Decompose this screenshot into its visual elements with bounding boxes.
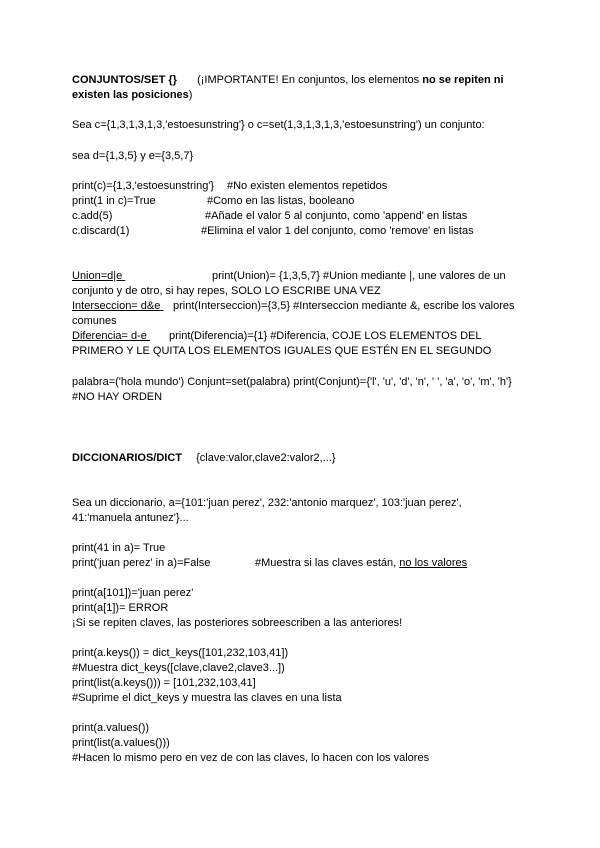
set-op-line xyxy=(72,224,129,239)
dict-keys-1: print(a.keys()) = dict_keys([101,232,103,41]) xyxy=(72,647,289,659)
dict-repeat-note: ¡Si se repiten claves, las posteriores sobreescriben a las anteriores! xyxy=(72,617,403,629)
dict-intro-1: Sea un diccionario, a={101:'juan perez', 232:'antonio marquez', 103:'juan perez', xyxy=(72,497,462,509)
sets-intro-bold-a: no se repiten ni xyxy=(422,74,504,86)
set-op-comment: #Añade el valor 5 al conjunto, como 'append' en listas xyxy=(205,210,468,222)
union-text: print(Union)= {1,3,5,7} #Union mediante |, une valores de un conjunto y de otro, si hay repes, SOLO LO ESCRIBE UNA VEZ xyxy=(72,270,506,297)
sets-intro-bold-b: existen las posiciones xyxy=(72,89,189,101)
dict-in-value-code: print('juan perez' in a)=False xyxy=(72,557,211,569)
dict-keys-4: #Suprime el dict_keys y muestra las claves en una lista xyxy=(72,692,342,704)
dicts-heading xyxy=(72,451,336,466)
dict-get-101: print(a[101])='juan perez' xyxy=(72,587,194,599)
set-op-comment: #Como en las listas, booleano xyxy=(207,195,355,207)
difference-text: print(Diferencia)={1} #Diferencia, COJE LOS ELEMENTOS DEL PRIMERO Y LE QUITA LOS ELEMENTOS IGUALES QUE ESTÉN EN EL SEGUNDO xyxy=(72,330,492,357)
intersection-label: Interseccion= d&e xyxy=(72,300,161,312)
dict-keys-2: #Muestra dict_keys([clave,clave2,clave3...]) xyxy=(72,662,285,674)
set-op-code: print(c)={1,3,'estoesunstring'} xyxy=(72,180,215,192)
sets-heading-line xyxy=(72,73,504,88)
set-op-line xyxy=(72,194,156,209)
set-op-code: c.discard(1) xyxy=(72,225,130,237)
no-order-note: #NO HAY ORDEN xyxy=(72,391,163,403)
sets-definition: Sea c={1,3,1,3,1,3,'estoesunstring'} o c=set(1,3,1,3,1,3,'estoesunstring') un conjunto: xyxy=(72,119,485,131)
set-op-comment: #No existen elementos repetidos xyxy=(227,180,388,192)
dict-intro-2: 41:'manuela antunez'}... xyxy=(72,512,189,524)
dict-in-key: print(41 in a)= True xyxy=(72,542,166,554)
sets-intro-close: ) xyxy=(188,89,193,101)
intersection-text: print(Interseccion)={3,5} #Interseccion mediante &, escribe los valores comunes xyxy=(72,300,515,327)
palabra-line: palabra=('hola mundo') Conjunt=set(palabra) print(Conjunt)={'l', 'u', 'd', 'n', ' ', 'a', 'o', 'm', 'h'} xyxy=(72,376,512,388)
sets-intro-text: (¡IMPORTANTE! En conjuntos, los elementos xyxy=(197,74,423,86)
dict-values-2: print(list(a.values())) xyxy=(72,737,170,749)
dict-keys-3: print(list(a.keys())) = [101,232,103,41] xyxy=(72,677,256,689)
dict-get-1: print(a[1])= ERROR xyxy=(72,602,169,614)
dict-values-3: #Hacen lo mismo pero en vez de con las claves, lo hacen con los valores xyxy=(72,752,430,764)
set-op-line xyxy=(72,179,214,194)
dict-values-1: print(a.values()) xyxy=(72,722,150,734)
difference-label: Diferencia= d-e xyxy=(72,330,147,342)
dicts-title: DICCIONARIOS/DICT xyxy=(72,452,182,464)
set-op-comment: #Elimina el valor 1 del conjunto, como 'remove' en listas xyxy=(201,225,474,237)
sets-title: CONJUNTOS/SET {} xyxy=(72,74,177,86)
dicts-syntax: {clave:valor,clave2:valor2,...} xyxy=(196,452,336,464)
union-label: Union=d|e xyxy=(72,270,123,282)
set-op-line xyxy=(72,209,112,224)
set-op-code: print(1 in c)=True xyxy=(72,195,156,207)
sets-d-e-definition: sea d={1,3,5} y e={3,5,7} xyxy=(72,150,194,162)
sets-heading-line-2 xyxy=(72,88,192,103)
dict-in-value-comment: #Muestra si las claves están, no los valores xyxy=(255,557,468,569)
set-op-code: c.add(5) xyxy=(72,210,113,222)
